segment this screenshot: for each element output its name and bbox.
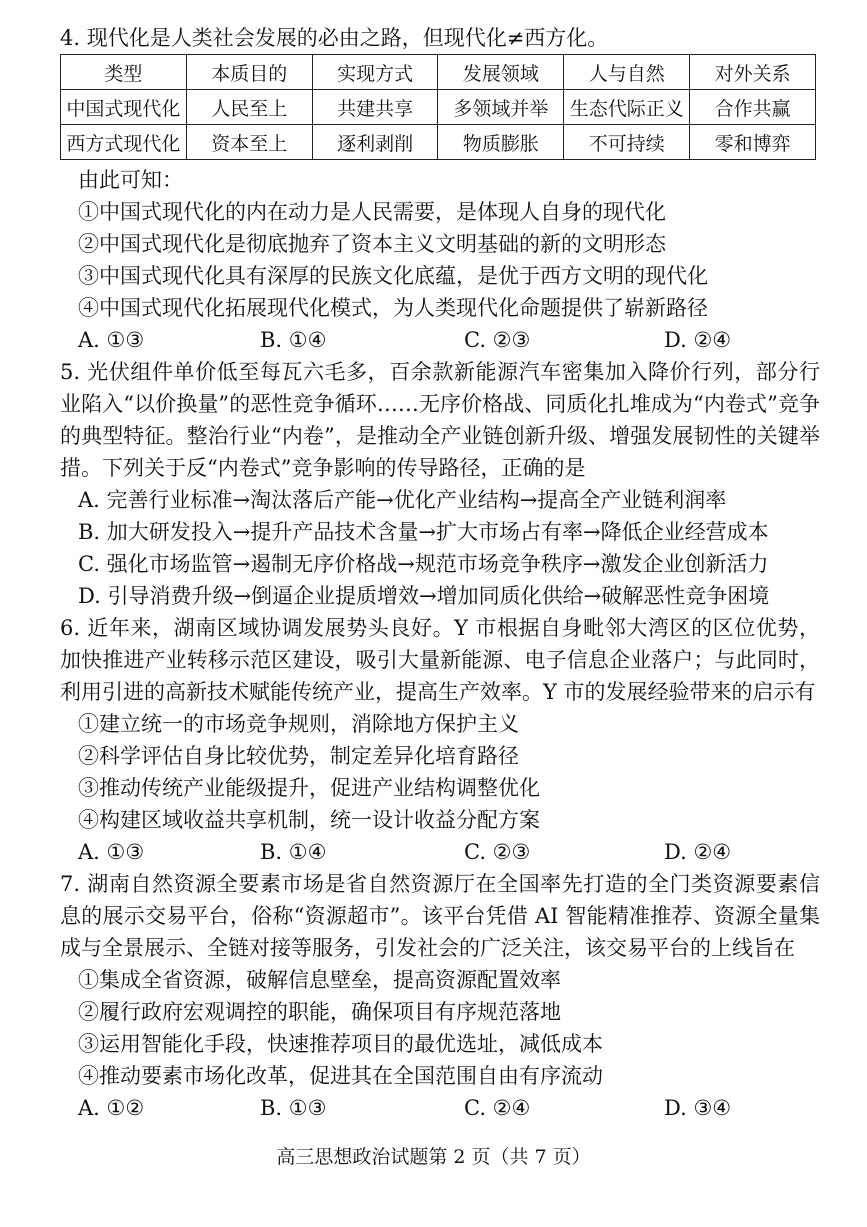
table-row (61, 90, 816, 125)
q7-statement-1: ①集成全省资源，破解信息壁垒，提高资源配置效率 (78, 968, 561, 992)
q6-statement-1: ①建立统一的市场竞争规则，消除地方保护主义 (78, 712, 519, 736)
q7-statement-3: ③运用智能化手段，快速推荐项目的最优选址，减低成本 (78, 1032, 603, 1056)
q7-option-c[interactable]: C. ②④ (464, 1096, 531, 1120)
table-cell: 物质膨胀 (438, 125, 564, 160)
table-header-cell: 实现方式 (312, 55, 438, 90)
q6-option-a[interactable]: A. ①③ (78, 840, 145, 864)
q6-option-c[interactable]: C. ②③ (464, 840, 531, 864)
q5-option-a[interactable]: A. 完善行业标准→淘汰落后产能→优化产业结构→提高全产业链利润率 (78, 488, 727, 512)
q4-options (78, 324, 798, 356)
table-header-cell: 发展领域 (438, 55, 564, 90)
table-cell: 中国式现代化 (61, 90, 187, 125)
q6-statement-4: ④构建区域收益共享机制，统一设计收益分配方案 (78, 808, 540, 832)
q5-stem: 5. 光伏组件单价低至每瓦六毛多，百余款新能源汽车密集加入降价行列，部分行业陷入“以价换量”的恶性竞争循环……无序价格战、同质化扎堆成为“内卷式”竞争的典型特征。整治行业“内卷”，是推动全产业链创新升级、增强发展韧性的关键举措。下列关于反“内卷式”竞争影响的传导路径，正确的是 (60, 360, 820, 480)
q4-statement-4: ④中国式现代化拓展现代化模式，为人类现代化命题提供了崭新路径 (78, 296, 708, 320)
q6-option-d[interactable]: D. ②④ (664, 840, 732, 864)
q4-option-c[interactable]: C. ②③ (464, 328, 531, 352)
q4-option-d[interactable]: D. ②④ (664, 328, 732, 352)
table-row (61, 125, 816, 160)
table-cell: 多领域并举 (438, 90, 564, 125)
table-header-row (61, 55, 816, 90)
q4-statement-2: ②中国式现代化是彻底抛弃了资本主义文明基础的新的文明形态 (78, 232, 666, 256)
q7-statement-4: ④推动要素市场化改革，促进其在全国范围自由有序流动 (78, 1064, 603, 1088)
q7-stem: 7. 湖南自然资源全要素市场是省自然资源厅在全国率先打造的全门类资源要素信息的展示交易平台，俗称“资源超市”。该平台凭借 AI 智能精准推荐、资源全量集成与全景展示、全链对接等服务，引发社会的广泛关注，该交易平台的上线旨在 (60, 872, 820, 960)
q7-option-a[interactable]: A. ①② (78, 1096, 145, 1120)
q5-option-b[interactable]: B. 加大研发投入→提升产品技术含量→扩大市场占有率→降低企业经营成本 (78, 520, 769, 544)
q4-stem: 4. 现代化是人类社会发展的必由之路，但现代化≠西方化。 (60, 26, 609, 50)
table-cell: 逐利剥削 (312, 125, 438, 160)
q7-option-b[interactable]: B. ①③ (260, 1096, 327, 1120)
q7-options (78, 1092, 798, 1124)
comparison-table (60, 54, 816, 160)
q5-option-d[interactable]: D. 引导消费升级→倒逼企业提质增效→增加同质化供给→破解恶性竞争困境 (78, 584, 770, 608)
q4-statement-3: ③中国式现代化具有深厚的民族文化底蕴，是优于西方文明的现代化 (78, 264, 708, 288)
q4-lead: 由此可知： (78, 168, 183, 192)
table-cell: 人民至上 (186, 90, 312, 125)
table-cell: 零和博弈 (690, 125, 816, 160)
q4-statement-1: ①中国式现代化的内在动力是人民需要，是体现人自身的现代化 (78, 200, 666, 224)
table-cell: 不可持续 (564, 125, 690, 160)
q5-option-c[interactable]: C. 强化市场监管→遏制无序价格战→规范市场竞争秩序→激发企业创新活力 (78, 552, 769, 576)
table-cell: 生态代际正义 (564, 90, 690, 125)
table-cell: 西方式现代化 (61, 125, 187, 160)
q7-option-d[interactable]: D. ③④ (664, 1096, 732, 1120)
table-header-cell: 对外关系 (690, 55, 816, 90)
table-cell: 资本至上 (186, 125, 312, 160)
table-header-cell: 人与自然 (564, 55, 690, 90)
q6-options (78, 836, 798, 868)
table-cell: 合作共赢 (690, 90, 816, 125)
q6-statement-2: ②科学评估自身比较优势，制定差异化培育路径 (78, 744, 519, 768)
q7-statement-2: ②履行政府宏观调控的职能，确保项目有序规范落地 (78, 1000, 561, 1024)
q6-statement-3: ③推动传统产业能级提升，促进产业结构调整优化 (78, 776, 540, 800)
q6-option-b[interactable]: B. ①④ (260, 840, 327, 864)
q4-option-a[interactable]: A. ①③ (78, 328, 145, 352)
q4-option-b[interactable]: B. ①④ (260, 328, 327, 352)
table-cell: 共建共享 (312, 90, 438, 125)
page-footer: 高三思想政治试题第 2 页（共 7 页） (276, 1146, 591, 1168)
table-header-cell: 类型 (61, 55, 187, 90)
q6-stem: 6. 近年来，湖南区域协调发展势头良好。Y 市根据自身毗邻大湾区的区位优势，加快推进产业转移示范区建设，吸引大量新能源、电子信息企业落户；与此同时，利用引进的高新技术赋能传统产业，提高生产效率。Y 市的发展经验带来的启示有 (60, 616, 820, 704)
table-header-cell: 本质目的 (186, 55, 312, 90)
